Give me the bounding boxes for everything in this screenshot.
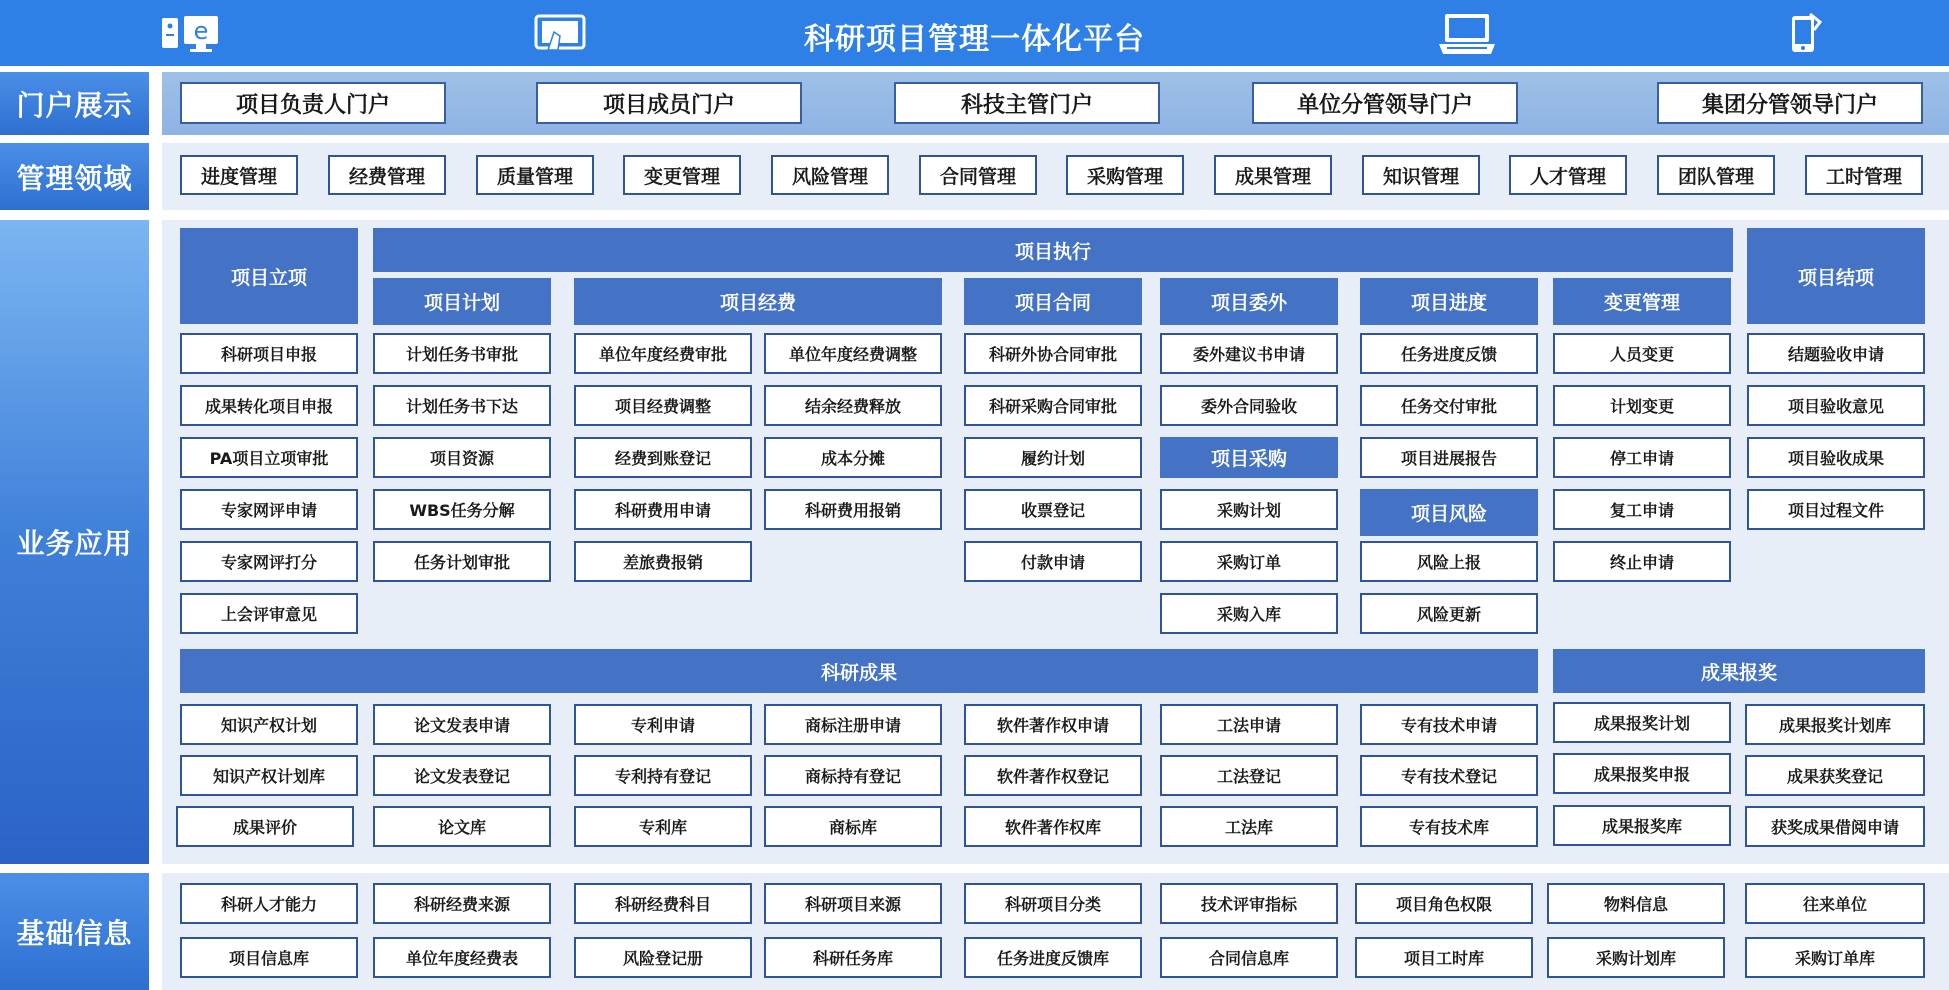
domain-item[interactable]: 采购管理 — [1066, 155, 1184, 195]
app-item[interactable]: 工法库 — [1160, 806, 1338, 847]
app-item[interactable]: 任务计划审批 — [373, 541, 551, 582]
app-item[interactable]: 专利库 — [574, 806, 752, 847]
app-item[interactable]: 成果报奖计划 — [1553, 702, 1731, 743]
svg-text:e: e — [193, 17, 209, 45]
basic-item[interactable]: 科研经费来源 — [373, 883, 551, 924]
app-item[interactable]: 风险更新 — [1360, 593, 1538, 634]
app-item[interactable]: 计划任务书下达 — [373, 385, 551, 426]
basic-item[interactable]: 风险登记册 — [574, 937, 752, 978]
app-item[interactable]: 论文库 — [373, 806, 551, 847]
header-weiwai: 项目委外 — [1160, 278, 1338, 325]
app-item[interactable]: 采购订单 — [1160, 541, 1338, 582]
portal-leader[interactable]: 项目负责人门户 — [180, 82, 446, 124]
basic-item[interactable]: 科研任务库 — [764, 937, 942, 978]
header-caigou: 项目采购 — [1160, 437, 1338, 478]
domain-item[interactable]: 工时管理 — [1805, 155, 1923, 195]
basic-item[interactable]: 技术评审指标 — [1160, 883, 1338, 924]
app-item[interactable]: 知识产权计划库 — [180, 755, 358, 796]
header-chengguo: 科研成果 — [180, 649, 1538, 693]
app-item[interactable]: 履约计划 — [964, 437, 1142, 478]
header-zhixing: 项目执行 — [373, 228, 1733, 272]
app-item[interactable]: 上会评审意见 — [180, 593, 358, 634]
domain-item[interactable]: 合同管理 — [919, 155, 1037, 195]
domain-item[interactable]: 质量管理 — [476, 155, 594, 195]
section-label-portal: 门户展示 — [0, 72, 149, 135]
app-item[interactable]: 专有技术申请 — [1360, 704, 1538, 745]
basic-item[interactable]: 物料信息 — [1547, 883, 1725, 924]
domain-item[interactable]: 知识管理 — [1362, 155, 1480, 195]
header-fengxian: 项目风险 — [1360, 489, 1538, 536]
header-jiexiang: 项目结项 — [1747, 228, 1925, 324]
app-item[interactable]: 科研项目申报 — [180, 333, 358, 374]
app-item[interactable]: 停工申请 — [1553, 437, 1731, 478]
app-item[interactable]: 经费到账登记 — [574, 437, 752, 478]
app-item[interactable]: 工法登记 — [1160, 755, 1338, 796]
app-item[interactable]: 项目验收成果 — [1747, 437, 1925, 478]
app-item[interactable]: 工法申请 — [1160, 704, 1338, 745]
basic-item[interactable]: 科研人才能力 — [180, 883, 358, 924]
portal-unit-leader[interactable]: 单位分管领导门户 — [1252, 82, 1518, 124]
basic-item[interactable]: 往来单位 — [1745, 883, 1925, 924]
header-jihua: 项目计划 — [373, 278, 551, 325]
app-item[interactable]: 任务进度反馈 — [1360, 333, 1538, 374]
app-item[interactable]: 获奖成果借阅申请 — [1745, 806, 1925, 847]
basic-item[interactable]: 科研项目来源 — [764, 883, 942, 924]
app-item[interactable]: 商标持有登记 — [764, 755, 942, 796]
app-item[interactable]: 商标注册申请 — [764, 704, 942, 745]
section-label-basic: 基础信息 — [0, 873, 149, 990]
app-item[interactable]: 成本分摊 — [764, 437, 942, 478]
app-item[interactable]: 项目验收意见 — [1747, 385, 1925, 426]
portal-tech-director[interactable]: 科技主管门户 — [894, 82, 1160, 124]
app-item[interactable]: 论文发表登记 — [373, 755, 551, 796]
domain-item[interactable]: 团队管理 — [1657, 155, 1775, 195]
header-hetong: 项目合同 — [964, 278, 1142, 325]
domain-item[interactable]: 进度管理 — [180, 155, 298, 195]
app-item[interactable]: 科研费用申请 — [574, 489, 752, 530]
app-item[interactable]: 软件著作权申请 — [964, 704, 1142, 745]
section-label-domains: 管理领域 — [0, 143, 149, 210]
basic-item[interactable]: 采购计划库 — [1547, 937, 1725, 978]
domain-item[interactable]: 经费管理 — [328, 155, 446, 195]
app-item[interactable]: 终止申请 — [1553, 541, 1731, 582]
app-item[interactable]: 专家网评打分 — [180, 541, 358, 582]
app-item[interactable]: 项目进展报告 — [1360, 437, 1538, 478]
header-biangeng: 变更管理 — [1553, 278, 1731, 325]
app-item[interactable]: 科研外协合同审批 — [964, 333, 1142, 374]
basic-item[interactable]: 合同信息库 — [1160, 937, 1338, 978]
portal-member[interactable]: 项目成员门户 — [536, 82, 802, 124]
section-label-apps: 业务应用 — [0, 220, 149, 864]
app-item[interactable]: 单位年度经费调整 — [764, 333, 942, 374]
basic-item[interactable]: 项目工时库 — [1355, 937, 1533, 978]
app-item[interactable]: PA项目立项审批 — [180, 437, 358, 478]
app-item[interactable]: 知识产权计划 — [180, 704, 358, 745]
mobile-phone-icon — [1780, 10, 1828, 56]
domain-item[interactable]: 风险管理 — [771, 155, 889, 195]
basic-item[interactable]: 科研项目分类 — [964, 883, 1142, 924]
app-item[interactable]: 科研费用报销 — [764, 489, 942, 530]
header-baojiang: 成果报奖 — [1553, 649, 1925, 693]
app-item[interactable]: 软件著作权库 — [964, 806, 1142, 847]
app-item[interactable]: 成果评价 — [176, 806, 354, 847]
laptop-icon — [1435, 10, 1499, 56]
header-jingfei: 项目经费 — [574, 278, 942, 325]
basic-item[interactable]: 采购订单库 — [1745, 937, 1925, 978]
app-item[interactable]: WBS任务分解 — [373, 489, 551, 530]
app-item[interactable]: 单位年度经费审批 — [574, 333, 752, 374]
header-jindu: 项目进度 — [1360, 278, 1538, 325]
header-lixiang: 项目立项 — [180, 228, 358, 324]
app-item[interactable]: 收票登记 — [964, 489, 1142, 530]
app-item[interactable]: 人员变更 — [1553, 333, 1731, 374]
app-item[interactable]: 计划任务书审批 — [373, 333, 551, 374]
domain-item[interactable]: 成果管理 — [1214, 155, 1332, 195]
app-item[interactable]: 专有技术登记 — [1360, 755, 1538, 796]
app-item[interactable]: 论文发表申请 — [373, 704, 551, 745]
page-title: 科研项目管理一体化平台 — [804, 22, 1145, 57]
app-item[interactable]: 成果获奖登记 — [1745, 755, 1925, 796]
app-item[interactable]: 软件著作权登记 — [964, 755, 1142, 796]
app-item[interactable]: 成果转化项目申报 — [180, 385, 358, 426]
header-bar — [0, 0, 1949, 66]
app-item[interactable]: 任务交付审批 — [1360, 385, 1538, 426]
app-item[interactable]: 成果报奖计划库 — [1745, 704, 1925, 745]
basic-item[interactable]: 项目角色权限 — [1355, 883, 1533, 924]
app-item[interactable]: 科研采购合同审批 — [964, 385, 1142, 426]
portal-group-leader[interactable]: 集团分管领导门户 — [1657, 82, 1923, 124]
app-item[interactable]: 委外建议书申请 — [1160, 333, 1338, 374]
app-item[interactable]: 专有技术库 — [1360, 806, 1538, 847]
app-item[interactable]: 付款申请 — [964, 541, 1142, 582]
app-item[interactable]: 专利持有登记 — [574, 755, 752, 796]
app-item[interactable]: 项目资源 — [373, 437, 551, 478]
app-item[interactable]: 复工申请 — [1553, 489, 1731, 530]
app-item[interactable]: 项目过程文件 — [1747, 489, 1925, 530]
app-item[interactable]: 项目经费调整 — [574, 385, 752, 426]
app-item[interactable]: 专家网评申请 — [180, 489, 358, 530]
app-item[interactable]: 差旅费报销 — [574, 541, 752, 582]
app-item[interactable]: 结题验收申请 — [1747, 333, 1925, 374]
app-item[interactable]: 结余经费释放 — [764, 385, 942, 426]
app-item[interactable]: 商标库 — [764, 806, 942, 847]
app-item[interactable]: 采购计划 — [1160, 489, 1338, 530]
domain-item[interactable]: 变更管理 — [623, 155, 741, 195]
basic-item[interactable]: 单位年度经费表 — [373, 937, 551, 978]
domain-item[interactable]: 人才管理 — [1509, 155, 1627, 195]
app-item[interactable]: 委外合同验收 — [1160, 385, 1338, 426]
app-item[interactable]: 成果报奖申报 — [1553, 753, 1731, 794]
basic-item[interactable]: 任务进度反馈库 — [964, 937, 1142, 978]
app-item[interactable]: 成果报奖库 — [1553, 805, 1731, 846]
app-item[interactable]: 专利申请 — [574, 704, 752, 745]
app-item[interactable]: 风险上报 — [1360, 541, 1538, 582]
app-item[interactable]: 采购入库 — [1160, 593, 1338, 634]
app-item[interactable]: 计划变更 — [1553, 385, 1731, 426]
basic-item[interactable]: 科研经费科目 — [574, 883, 752, 924]
basic-item[interactable]: 项目信息库 — [180, 937, 358, 978]
